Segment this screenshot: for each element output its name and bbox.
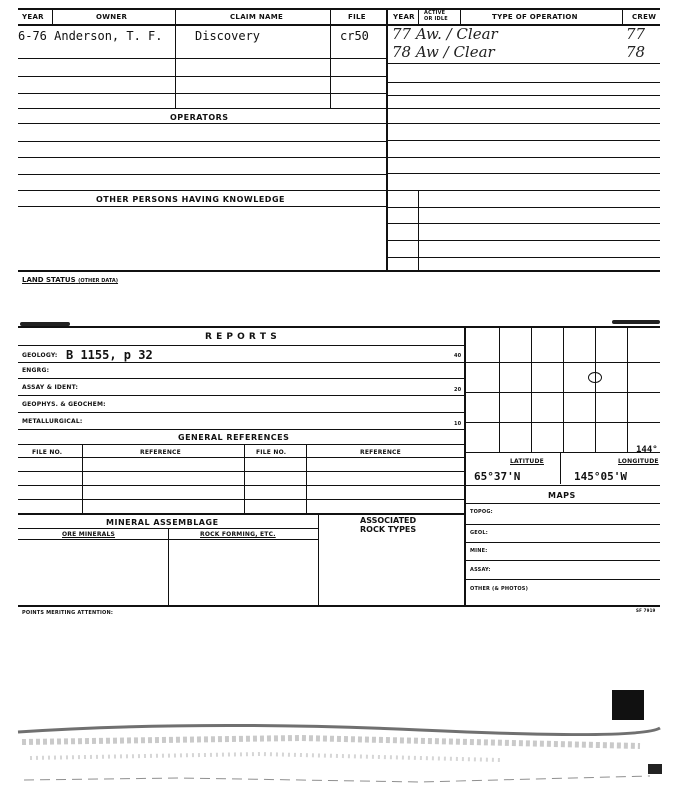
- metallurgical-label: METALLURGICAL:: [22, 418, 83, 425]
- col-divider-type: [622, 8, 623, 24]
- ref-row: [18, 471, 464, 472]
- reports-rule: [18, 345, 464, 346]
- handwritten-crew-2: 78: [626, 43, 646, 61]
- row-line-right: [386, 223, 660, 224]
- col-divider-year: [52, 8, 53, 24]
- maps-rule: [466, 503, 660, 504]
- latlong-divider: [560, 452, 561, 484]
- grid-line: [466, 362, 660, 363]
- geology-label: GEOLOGY:: [22, 352, 58, 359]
- land-status-sub: (OTHER DATA): [78, 278, 119, 284]
- latitude-label: LATITUDE: [510, 458, 544, 465]
- ref-row: [18, 485, 464, 486]
- maps-other: OTHER (& PHOTOS): [470, 586, 529, 592]
- row-line: [18, 174, 386, 175]
- general-references-heading: GENERAL REFERENCES: [178, 433, 290, 442]
- assay-label: ASSAY & IDENT:: [22, 384, 79, 391]
- row-line: [18, 206, 386, 207]
- geology-value: B 1155, p 32: [66, 348, 153, 362]
- num-20: 20: [454, 387, 462, 393]
- maps-heading: MAPS: [548, 491, 576, 500]
- row-line: [18, 58, 386, 59]
- claim-name-value: Discovery: [195, 29, 261, 43]
- top-border: [18, 8, 660, 10]
- ref-bottom: [18, 513, 464, 515]
- maps-mine: MINE:: [470, 548, 488, 554]
- grid-line: [627, 328, 628, 452]
- maps-row: [466, 560, 660, 561]
- row-line-right: [386, 82, 660, 83]
- owner-value: 6-76 Anderson, T. F.: [18, 29, 163, 43]
- ref-divider: [82, 444, 83, 514]
- ref-col-file-no-2: FILE NO.: [256, 449, 287, 456]
- row-line: [18, 190, 386, 191]
- reports-heading: R E P O R T S: [205, 332, 278, 342]
- row-line: [18, 157, 386, 158]
- row-line-right: [386, 240, 660, 241]
- grid-line: [595, 328, 596, 452]
- num-40: 40: [454, 353, 462, 359]
- ref-col-reference: REFERENCE: [140, 449, 181, 456]
- maps-topog: TOPOG:: [470, 509, 493, 515]
- top-block-bottom-border: [18, 270, 660, 272]
- maps-assay: ASSAY:: [470, 567, 491, 573]
- references-rule: [18, 444, 464, 445]
- col-divider-active: [460, 8, 461, 24]
- header-bottom-border: [18, 24, 660, 26]
- corner-longitude: 144°: [636, 445, 658, 455]
- other-persons-heading: OTHER PERSONS HAVING KNOWLEDGE: [96, 195, 285, 204]
- reports-row: [18, 429, 464, 430]
- row-line-right: [386, 95, 660, 96]
- rock-types-label: ROCK TYPES: [360, 525, 417, 534]
- row-line-right: [386, 140, 660, 141]
- row-line: [18, 93, 386, 94]
- grid-line: [563, 328, 564, 452]
- handwritten-line-2: 78 Aw / Clear: [392, 43, 495, 61]
- associated-rock-types-heading: [360, 516, 416, 534]
- ref-divider: [306, 444, 307, 514]
- maps-top-rule: [466, 485, 660, 486]
- mineral-header-rule: [18, 539, 318, 540]
- header-year-2: YEAR: [393, 13, 415, 21]
- header-active: ACTIVE: [424, 10, 446, 16]
- reports-row: [18, 362, 464, 363]
- points-meriting-label: POINTS MERITING ATTENTION:: [22, 610, 114, 616]
- ref-divider: [244, 444, 245, 514]
- mineral-divider: [318, 513, 319, 605]
- maps-row: [466, 542, 660, 543]
- row-line-right: [386, 207, 660, 208]
- row-line-right: [386, 63, 660, 64]
- mineral-assemblage-heading: MINERAL ASSEMBLAGE: [106, 518, 219, 527]
- grid-line: [466, 392, 660, 393]
- row-line-right: [386, 123, 660, 124]
- location-grid: [466, 328, 660, 452]
- row-line: [18, 123, 386, 124]
- maps-geol: GEOL:: [470, 530, 488, 536]
- maps-row: [466, 579, 660, 580]
- row-line-right: [386, 157, 660, 158]
- header-type-of-operation: TYPE OF OPERATION: [492, 13, 578, 21]
- ref-col-file-no: FILE NO.: [32, 449, 63, 456]
- row-line-right: [386, 108, 660, 109]
- header-owner: OWNER: [96, 13, 128, 21]
- form-bottom-border: [18, 605, 660, 607]
- handwritten-crew-1: 77: [626, 25, 646, 43]
- scan-noise: [0, 680, 678, 802]
- ref-col-reference-2: REFERENCE: [360, 449, 401, 456]
- rock-forming-label: ROCK FORMING, ETC.: [200, 531, 276, 538]
- row-line-right: [386, 257, 660, 258]
- longitude-label: LONGITUDE: [618, 458, 659, 465]
- grid-line: [466, 422, 660, 423]
- right-col-divider: [418, 190, 419, 270]
- geophys-label: GEOPHYS. & GEOCHEM:: [22, 401, 106, 408]
- header-file: FILE: [348, 13, 366, 21]
- location-marker-icon: [588, 372, 602, 383]
- grid-line: [499, 328, 500, 452]
- ore-minerals-label: ORE MINERALS: [62, 531, 116, 538]
- land-status-label: LAND STATUS: [22, 276, 76, 284]
- grid-line: [531, 328, 532, 452]
- ref-row: [18, 499, 464, 500]
- row-line-right: [386, 173, 660, 174]
- references-header-rule: [18, 457, 464, 458]
- row-line: [18, 108, 386, 109]
- reports-row: [18, 378, 464, 379]
- longitude-value: 145°05'W: [574, 470, 627, 483]
- header-crew: CREW: [632, 13, 657, 21]
- reports-row: [18, 412, 464, 413]
- file-value: cr50: [340, 29, 369, 43]
- maps-row: [466, 524, 660, 525]
- associated-label: ASSOCIATED: [360, 516, 417, 525]
- col-divider-file: [386, 8, 388, 270]
- reports-row: [18, 395, 464, 396]
- latlong-rule: [466, 452, 660, 453]
- num-10: 10: [454, 421, 462, 427]
- row-line: [18, 76, 386, 77]
- scan-mark-right: [612, 320, 660, 324]
- header-year: YEAR: [22, 13, 44, 21]
- row-line: [18, 141, 386, 142]
- header-or-idle: OR IDLE: [424, 16, 448, 22]
- header-claim-name: CLAIM NAME: [230, 13, 284, 21]
- latitude-value: 65°37'N: [474, 470, 521, 483]
- operators-heading: OPERATORS: [170, 113, 229, 122]
- col-divider-year2: [418, 8, 419, 24]
- land-status-heading: [22, 276, 118, 284]
- handwritten-line-1: 77 Aw. / Clear: [392, 25, 498, 43]
- row-line-right: [386, 190, 660, 191]
- scan-mark-left: [20, 322, 70, 326]
- form-number: SF 7919: [636, 608, 656, 613]
- engrg-label: ENGRG:: [22, 367, 50, 374]
